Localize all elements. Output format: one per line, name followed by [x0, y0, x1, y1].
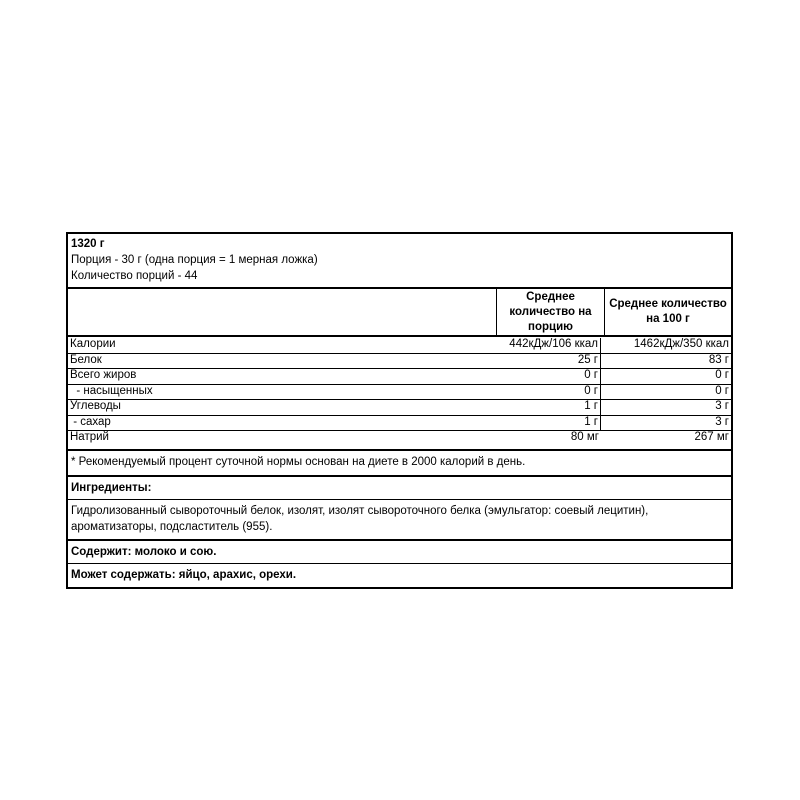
- label-header: [68, 234, 731, 287]
- footnote: * Рекомендуемый процент суточной нормы основан на диете в 2000 калорий в день.: [68, 449, 731, 475]
- nutrient-per-100g: 3 г: [601, 400, 731, 416]
- nutrient-name: Белок: [68, 354, 498, 370]
- nutrient-name: - сахар: [68, 416, 498, 432]
- ingredients-section: [68, 475, 731, 539]
- nutrient-row-saturated-fat: [68, 385, 731, 401]
- nutrient-row-protein: [68, 354, 731, 370]
- nutrient-per-serving: 1 г: [498, 400, 601, 416]
- nutrient-per-100g: 3 г: [601, 416, 731, 432]
- allergens-contains: Содержит: молоко и сою.: [68, 539, 731, 563]
- nutrient-row-sodium: [68, 431, 731, 447]
- column-headers: [68, 287, 731, 335]
- nutrient-per-100g: 267 мг: [694, 431, 729, 443]
- net-weight: 1320 г: [71, 238, 105, 250]
- nutrient-row-total-fat: [68, 369, 731, 385]
- nutrient-row-sugar: [68, 416, 731, 432]
- nutrient-name: Натрий: [70, 431, 109, 443]
- nutrient-name: Углеводы: [68, 400, 498, 416]
- nutrition-label: [66, 232, 733, 589]
- column-header-blank: [68, 289, 496, 335]
- nutrient-per-serving: 0 г: [498, 369, 601, 385]
- nutrient-per-100g: 1462кДж/350 ккал: [601, 338, 731, 354]
- servings-count: Количество порций - 44: [71, 270, 198, 282]
- ingredients-divider: [68, 499, 731, 500]
- nutrient-per-serving: 80 мг: [570, 431, 599, 443]
- nutrient-name: Калории: [68, 338, 498, 354]
- nutrient-per-100g: 83 г: [601, 354, 731, 370]
- allergens-may-contain: Может содержать: яйцо, арахис, орехи.: [68, 563, 731, 587]
- nutrient-per-100g: 0 г: [601, 385, 731, 401]
- nutrient-per-100g: 0 г: [601, 369, 731, 385]
- nutrient-per-serving: 0 г: [498, 385, 601, 401]
- nutrient-row-carbohydrates: [68, 400, 731, 416]
- nutrient-row-calories: [68, 338, 731, 354]
- nutrient-table: [68, 335, 731, 449]
- nutrient-per-serving: 442кДж/106 ккал: [498, 338, 601, 354]
- nutrient-name: Всего жиров: [68, 369, 498, 385]
- nutrient-per-serving: 25 г: [498, 354, 601, 370]
- column-header-per-100g: Среднее количество на 100 г: [609, 298, 727, 325]
- serving-size: Порция - 30 г (одна порция = 1 мерная ложка): [71, 254, 318, 266]
- ingredients-text: Гидролизованный сывороточный белок, изолят, изолят сывороточного белка (эмульгатор: соевый лецитин), ароматизаторы, подсластитель (955).: [71, 504, 649, 533]
- column-header-per-serving: Среднее количество на порцию: [496, 289, 605, 335]
- ingredients-title: Ингредиенты:: [71, 481, 152, 494]
- nutrient-name: - насыщенных: [68, 385, 498, 401]
- nutrient-per-serving: 1 г: [498, 416, 601, 432]
